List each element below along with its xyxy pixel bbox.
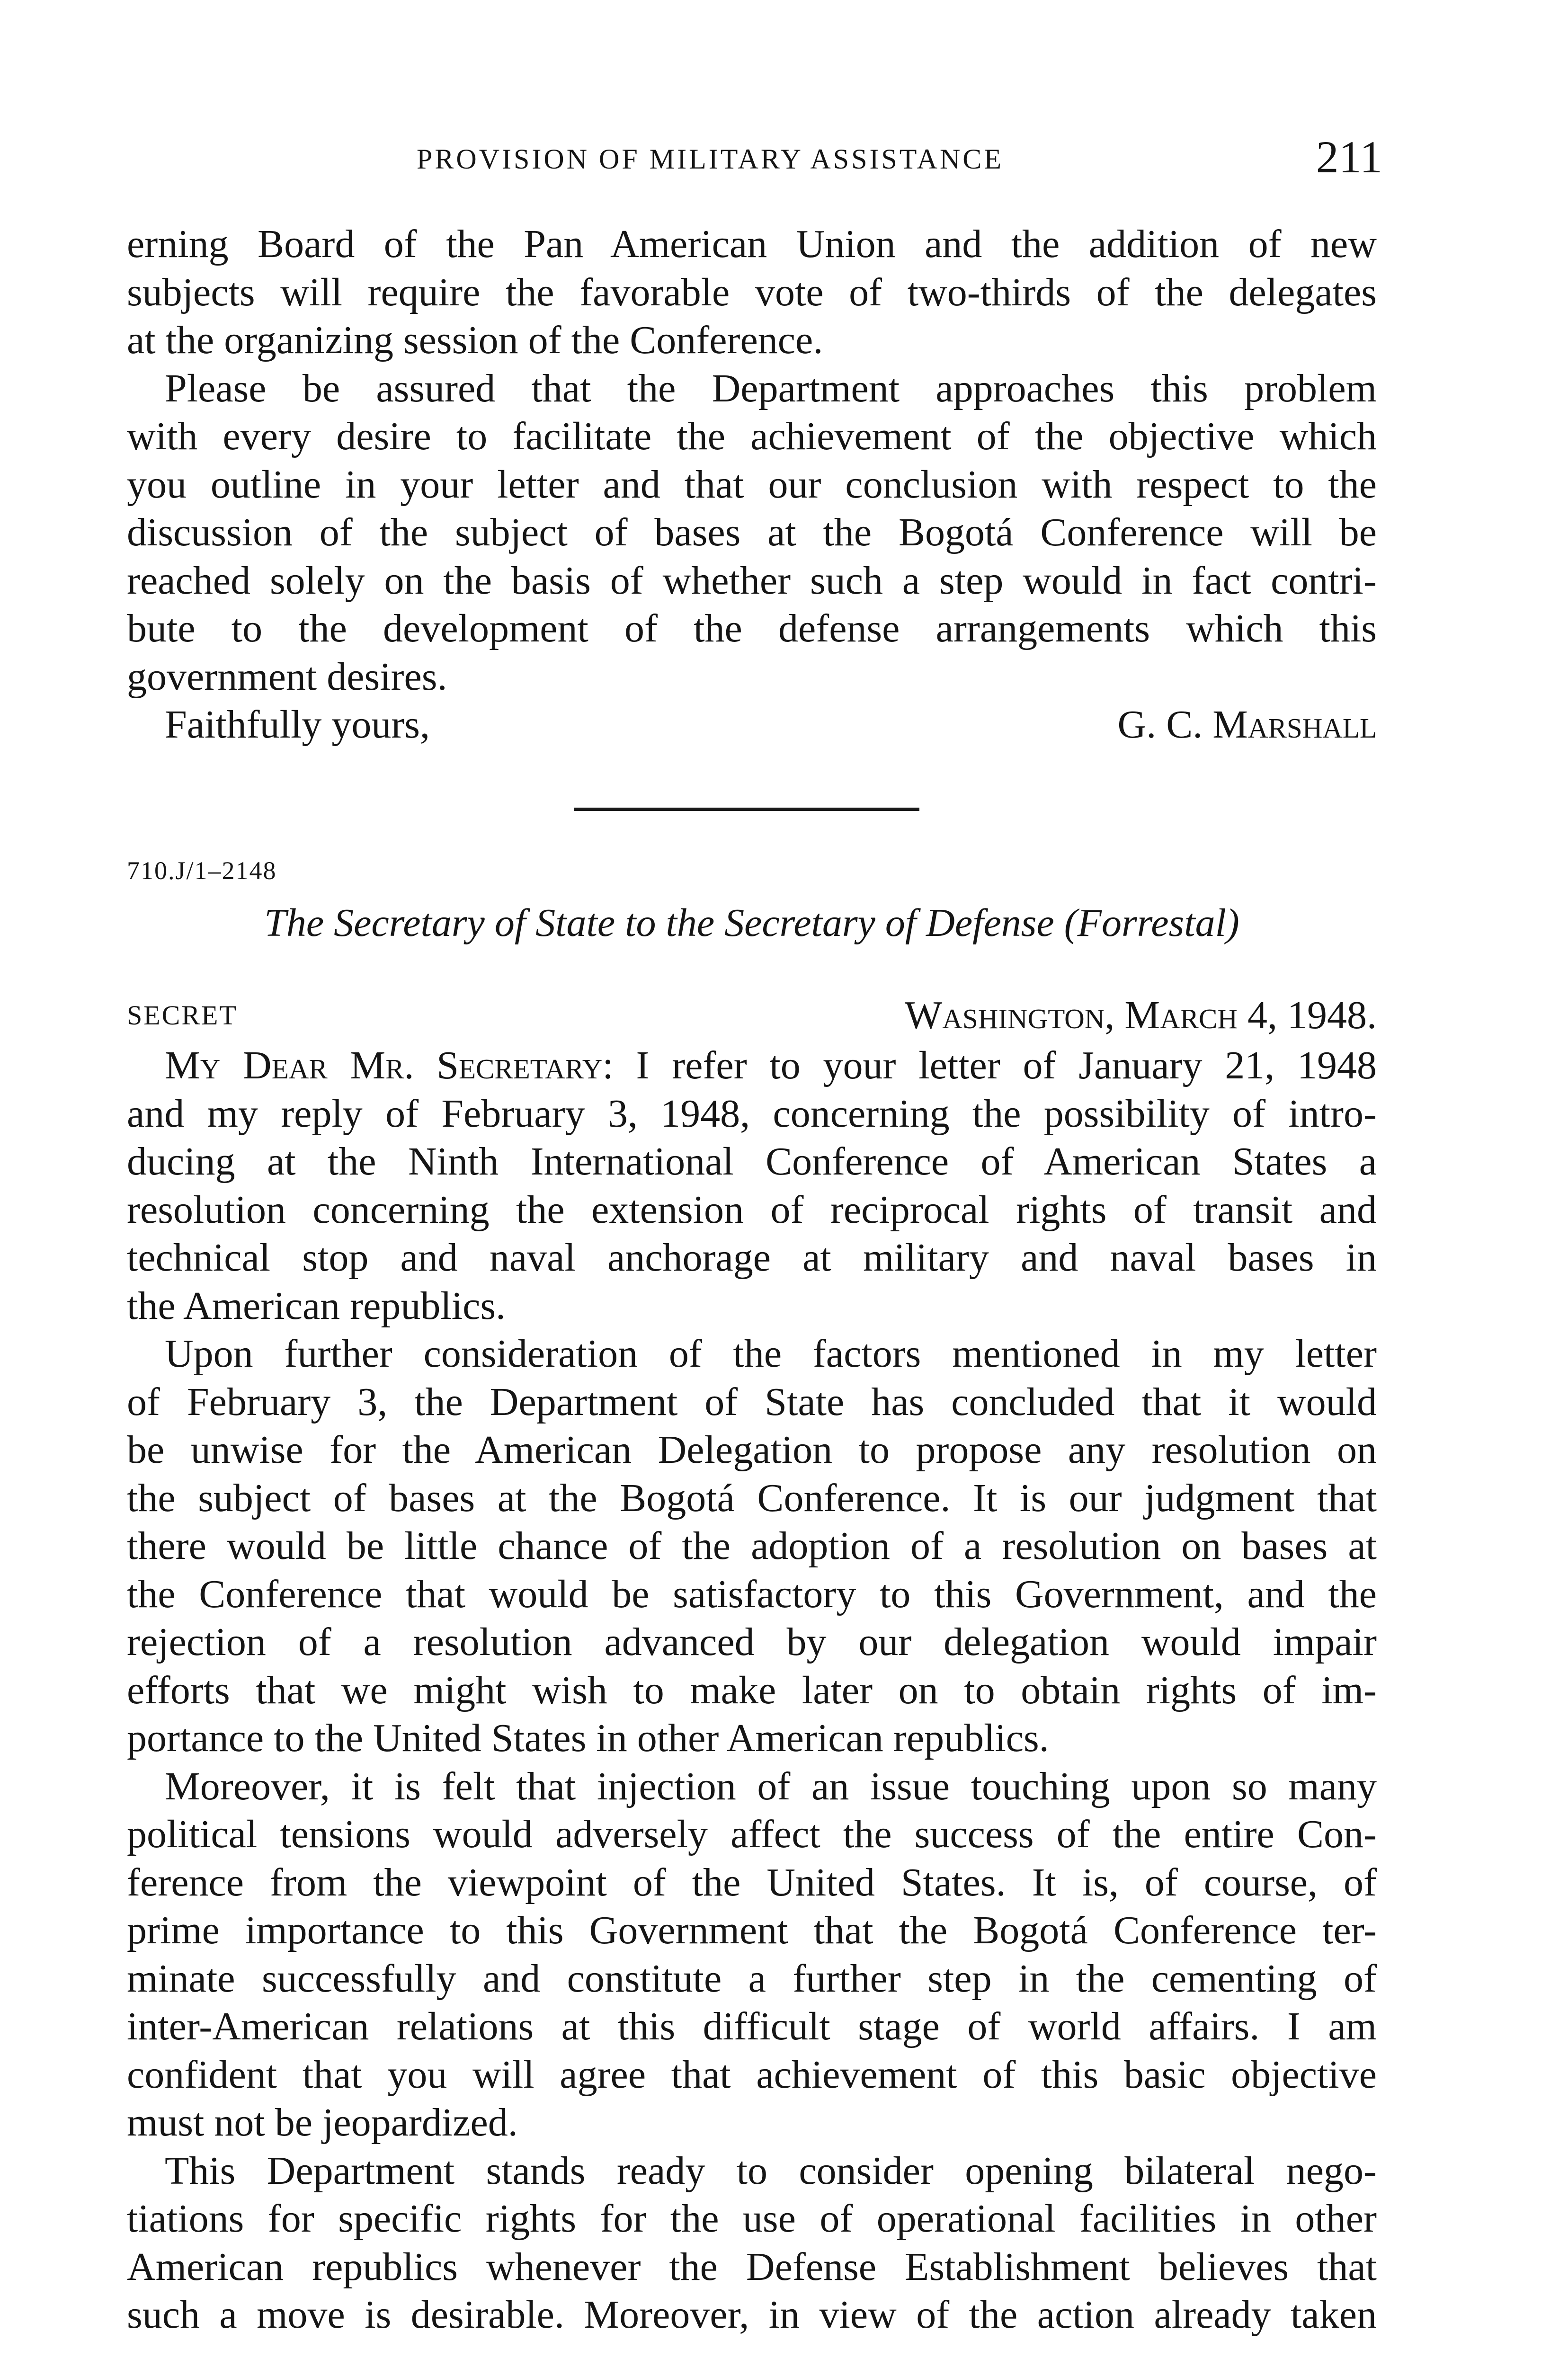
- text-line: bute to the development of the defense arrangements which this: [127, 606, 1377, 650]
- text-line: there would be little chance of the adoption of a resolution on bases at: [127, 1524, 1377, 1568]
- text-line: erning Board of the Pan American Union and the addition of new: [127, 222, 1377, 266]
- file-number: 710.J/1–2148: [127, 856, 277, 885]
- text-line: American republics whenever the Defense Establishment believes that: [127, 2244, 1377, 2289]
- text-line: tiations for specific rights for the use of operational facilities in other: [127, 2197, 1377, 2241]
- text-line: rejection of a resolution advanced by our delegation would impair: [127, 1620, 1377, 1664]
- running-head: [123, 128, 1382, 185]
- text-line: reached solely on the basis of whether such a step would in fact contri-: [127, 558, 1377, 603]
- complimentary-close: Faithfully yours,: [165, 703, 430, 747]
- text-line: Moreover, it is felt that injection of an issue touching upon so many: [165, 1764, 1377, 1808]
- text-line: the subject of bases at the Bogotá Conference. It is our judgment that: [127, 1476, 1377, 1520]
- text-line: subjects will require the favorable vote of two-thirds of the delegates: [127, 270, 1377, 314]
- letter-body: [127, 1041, 1377, 2339]
- running-title: PROVISION OF MILITARY ASSISTANCE: [417, 143, 1004, 175]
- text-line: the Conference that would be satisfactory to this Government, and the: [127, 1572, 1377, 1616]
- text-line: such a move is desirable. Moreover, in view of the action already taken: [127, 2293, 1377, 2337]
- document-heading: The Secretary of State to the Secretary of Defense (Forrestal): [264, 901, 1239, 945]
- text-line: of February 3, the Department of State has concluded that it would: [127, 1379, 1377, 1424]
- text-line: confident that you will agree that achievement of this basic objective: [127, 2052, 1377, 2097]
- text-line: at the organizing session of the Conference.: [127, 318, 823, 362]
- text-line: must not be jeopardized.: [127, 2100, 518, 2145]
- section-divider: [574, 808, 919, 811]
- dateline: Washington, March 4, 1948.: [905, 993, 1377, 1037]
- page-number: 211: [1316, 132, 1382, 182]
- text-line: you outline in your letter and that our conclusion with respect to the: [127, 462, 1377, 507]
- text-line: minate successfully and constitute a further step in the cementing of: [127, 1956, 1377, 2001]
- text-line: government desires.: [127, 654, 447, 699]
- text-line: Upon further consideration of the factors mentioned in my letter: [165, 1332, 1377, 1376]
- text-line: technical stop and naval anchorage at military and naval bases in: [127, 1236, 1377, 1280]
- text-line: efforts that we might wish to make later on to obtain rights of im-: [127, 1668, 1377, 1712]
- text-line: be unwise for the American Delegation to propose any resolution on: [127, 1428, 1377, 1472]
- text-line: inter-American relations at this difficult stage of world affairs. I am: [127, 2004, 1377, 2048]
- classification-label: SECRET: [127, 1000, 238, 1031]
- text-line: ducing at the Ninth International Conference of American States a: [127, 1139, 1377, 1184]
- text-run: : I refer to your letter of January 21, 1948: [602, 1043, 1377, 1087]
- text-line: discussion of the subject of bases at the Bogotá Conference will be: [127, 510, 1377, 554]
- signature: G. C. Marshall: [1117, 703, 1377, 747]
- text-line: political tensions would adversely affect the success of the entire Con-: [127, 1812, 1377, 1856]
- text-line: portance to the United States in other American republics.: [127, 1716, 1049, 1760]
- text-line: ference from the viewpoint of the United States. It is, of course, of: [127, 1860, 1377, 1904]
- text-line: the American republics.: [127, 1283, 506, 1328]
- text-line: resolution concerning the extension of reciprocal rights of transit and: [127, 1187, 1377, 1232]
- text-line: [127, 1041, 1377, 1090]
- closing-line: [127, 701, 1377, 749]
- text-line: with every desire to facilitate the achievement of the objective which: [127, 414, 1377, 458]
- dateline-row: [127, 989, 1377, 1041]
- text-line: prime importance to this Government that the Bogotá Conference ter-: [127, 1908, 1377, 1952]
- text-line: This Department stands ready to consider opening bilateral nego-: [165, 2148, 1377, 2193]
- text-line: Please be assured that the Department approaches this problem: [165, 366, 1377, 410]
- salutation: My Dear Mr. Secretary: [165, 1043, 603, 1087]
- continued-letter: [127, 220, 1377, 749]
- text-line: and my reply of February 3, 1948, concerning the possibility of intro-: [127, 1091, 1377, 1136]
